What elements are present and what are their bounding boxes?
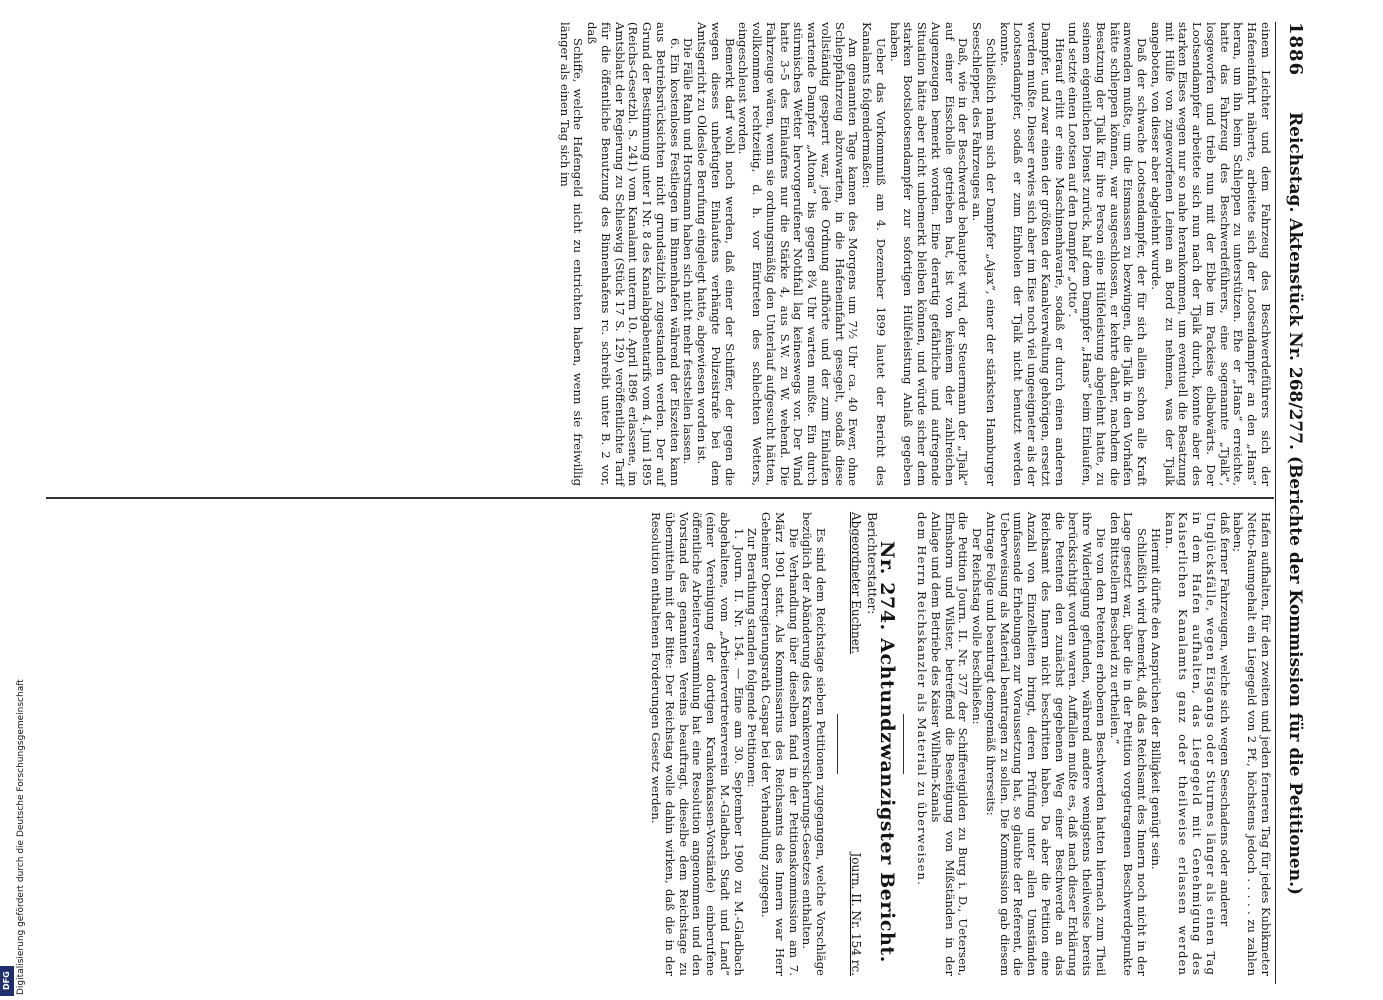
reporter-name: Abgeordneter Euchner. xyxy=(849,512,863,655)
reporter-label: Berichterstatter: xyxy=(864,512,879,615)
left-column xyxy=(557,22,1272,486)
paragraph: daß ferner Fahrzeugen, welche sich wegen Seeschadens oder anderer xyxy=(1217,512,1232,927)
resolution-text: die Petition Journ. II. Nr. 377 der Schiffereigilden zu Burg i. D., Uetersen, Elmshorn und Wilster, betreffend die Beseitigung von Mißständen in der Anlage und dem Betriebe des Kaiser Wilhelm-Kanals xyxy=(929,512,971,976)
paragraph: einem Leichter und dem Fahrzeug des Beschwerdeführers sich der Hafeneinfahrt näherte, arbeitete sich der Lootsendampfer an den „Hans“ heran, um ihn beim Schleppen zu unterstützen. Ehe er „Hans“ erreichte, hatte das Fahrzeug des Beschwerdeführers, eine sogenannte „Tjalk“, losgeworfen und trieb nun mit der Ebbe im Packeise elbabwärts. Der Lootsendampfer arbeitete sich nun nach der Tjalk durch, konnte aber des starken Eises wegen nur so nahe herankommen, um eventuell die Besatzung mit Hülfe von zugeworfenen Leinen an Bord zu nehmen, was der Tjalk angeboten, von dieser aber abgelehnt wurde. xyxy=(1149,22,1273,486)
paragraph: 1. Journ. II. Nr. 154. — Eine am 30. September 1900 zu M.-Gladbach abgehaltene, vom „Arbeitervertreterverein M.-Gladbach Stadt und Land“ (einer Vereinigung der dortigen Krankenkassen-Vorstände) einberufene öffentliche Arbeiterversammlung hat eine Resolution angenommen und den Vorstand des genannten Vereins beauftragt, dieselbe dem Reichstage zu übermitteln mit der Bitte: Der Reichstag wolle dahin wirken, daß die in der Resolution enthaltenen Forderungen Gesetz werden. xyxy=(649,512,746,976)
paragraph: Es sind dem Reichstage sieben Petitionen zugegangen, welche Vorschläge bezüglich der Abänderung des Krankenversicherungs-Gesetzes enthalten. xyxy=(800,512,829,976)
paragraph: Zur Berathung standen folgende Petitionen: xyxy=(745,528,760,788)
report-meta xyxy=(848,512,862,976)
paragraph: Daß, wie in der Beschwerde behauptet wird, der Steuermann der „Tjalk“ auf einer Eisscholle getrieben hat, ist von keinem der zahlreichen Augenzeugen bemerkt worden. Eine derartig gefährliche und aufregende Situation hätte aber nicht unbemerkt bleiben können, und würde sicher dem starken Bootslootsendampfer zur sofortigen Hülfeleistung Anlaß gegeben haben. xyxy=(887,22,971,486)
paragraph: Schließlich wird bemerkt, daß das Reichsamt des Innern noch nicht in der Lage gesetzt war, über die in der Petition vorgetragenen Beschwerdepunkte den Bittstellern Bescheid zu ertheilen.“ xyxy=(1107,512,1150,976)
resolution-text: dem Herrn Reichskanzler als Material zu überweisen. xyxy=(915,512,930,886)
paragraph: Am genannten Tage kamen des Morgens um 7½ Uhr ca. 40 Ewer, ohne Schleppfahrzeug abzuwarten, in die Hafeneinfahrt gesegelt, sodaß diese vollständig gesperrt war, jede Ordnung aufhörte und der zum Einlaufen wartende Dampfer „Altona“ bis gegen 8¾ Uhr warten mußte. Ein durch stürmisches Wetter hervorgerufener Nothfall lag keineswegs vor. Der Wind hatte 3–5 des Einlaufens nur die Stärke 4, aus S.W. zu W. wehend. Die Fahrzeuge wären, wenn sie ordnungsmäßig den Unterlauf aufgesucht hätten, vollkommen rechtzeitig, d. h. vor Eintreten des schlechten Wetters, eingeschleust worden. xyxy=(736,22,861,486)
paragraph: Daß der schwache Lootsendampfer, der für sich allein schon alle Kraft anwenden mußte, um die Eismassen zu bezwingen, die Tjalk in den Vorhafen hätte schleppen können, war ausgeschlossen, er kehrte daher, nachdem die Besatzung der Tjalk für ihre Person eine Hülfeleistung abgelehnt hatte, zu seinem eigentlichen Dienst zurück, half dem Dampfer „Hans“ beim Einlaufen, und setzte einen Lootsen auf den Dampfer „Otto“. xyxy=(1066,22,1150,486)
paragraph: 6. Ein kostenloses Festliegen im Binnenhafen während der Eiszeiten kann aus Betriebsrücksichten nicht grundsätzlich zugestanden werden. Der auf Grund der Bestimmung unter I Nr. 8 des Kanalabgabentarifs vom 4. Juni 1895 (Reichs-Gesetzbl. S. 241) vom Kanalamt unterm 10. April 1896 erlassene, im Amtsblatt der Regierung zu Schleswig (Stück 17 S. 129) veröffentlichte Tarif für die öffentliche Benutzung des Binnenhafens rc. schreibt unter B. 2 vor, daß xyxy=(585,22,682,486)
right-column xyxy=(649,512,1273,976)
report-title: Nr. 274. Achtundzwanzigster Bericht. xyxy=(876,540,899,964)
paragraph: Hierauf erlitt er eine Maschinenhavarie, sodaß er durch einen anderen Dampfer, und zwar einen der größten der Kanalverwaltung gehörigen, ersetzt werden mußte. Dieser erwies sich aber im Eise noch viel ungeeigneter als der Lootsendampfer, sodaß er zum Einholen der Tjalk nicht benutzt werden konnte. xyxy=(997,22,1067,486)
tariff-quote: Unglücksfälle, wegen Eisgangs oder Sturmes länger als einen Tag in dem Hafen aufhalten, das Liegegeld mit Genehmigung des Kaiserlichen Kanalamts ganz oder theilweise erlassen werden kann. xyxy=(1162,512,1218,976)
journal-number: Journ. II. Nr. 154 rc. xyxy=(849,852,863,976)
paragraph: Die Verhandlung über dieselben fand in der Petitionskommission am 7. März 1901 statt. Als Kommissarius des Reichsamts des Innern war Herr Geheimer Oberregierungsrath Caspar bei der Verhandlung zugegen. xyxy=(759,512,801,976)
page-header xyxy=(1275,22,1310,984)
dfg-logo: DFG xyxy=(0,966,14,996)
paragraph: Schiffe, welche Hafengeld nicht zu entrichten haben, wenn sie freiwillig länger als einen Tag sich im xyxy=(557,22,586,486)
paragraph: Ueber das Vorkommniß am 4. Dezember 1899 lautet der Bericht des Kanalamts folgendermaßen: xyxy=(860,22,888,486)
section-rule xyxy=(837,714,838,774)
paragraph: Bemerkt darf wohl noch werden, daß einer der Schiffer, der gegen die wegen dieses unbefugten Einlaufens verhängte Polizeistrafe bei dem Amtsgericht zu Oldesloe Berufung eingelegt hatte, abgewiesen worden ist. xyxy=(695,22,737,486)
column-divider xyxy=(46,497,1274,499)
paragraph: Die Fälle Rahn und Horstmann haben sich nicht mehr feststellen lassen. xyxy=(681,38,696,465)
page-number: 1886 xyxy=(1285,22,1306,77)
resolution-intro: Der Reichstag wolle beschließen: xyxy=(970,528,985,725)
funding-note: Digitalisierung gefördert durch die Deutsche Forschungsgemeinschaft xyxy=(16,679,26,995)
digitization-sidebar xyxy=(0,0,26,1000)
running-title: Reichstag. Aktenstück Nr. 268/277. (Berichte der Kommission für die Petitionen.) xyxy=(1285,112,1305,896)
section-rule xyxy=(904,714,905,774)
document-page xyxy=(45,0,1310,1000)
paragraph: Hiermit dürfte den Ansprüchen der Billigkeit genügt sein. xyxy=(1149,528,1163,870)
tariff-quote: Hafen aufhalten, für den zweiten und jeden ferneren Tag für jedes Kubikmeter Netto-Raumgehalt ein Liegegeld von 2 Pf., höchstens jedoch . . . . . zu zahlen haben; xyxy=(1231,512,1273,976)
paragraph: Schließlich nahm sich der Dampfer „Ajax“, einer der stärksten Hamburger Seeschlepper, des Fahrzeuges an. xyxy=(970,22,998,486)
paragraph: Die von den Petenten erhobenen Beschwerden hatten hiernach zum Theil ihre Widerlegung gefunden, während andere wenigstens theilweise bereits berücksichtigt worden waren. Auffallen mußte es, daß nach dieser Erklärung die Petenten den zunächst gegebenen Weg einer Beschwerde an das Reichsamt des Innern nicht beschritten haben. Da aber die Petition eine Anzahl von Einzelheiten bringt, deren Prüfung unter allen Umständen umfassende Erhebungen zur Voraussetzung hat, so glaubte der Referent, die Ueberweisung als Material beantragen zu sollen. Die Kommission gab diesem Antrage Folge und beantragt demgemäß ihrerseits: xyxy=(984,512,1108,976)
